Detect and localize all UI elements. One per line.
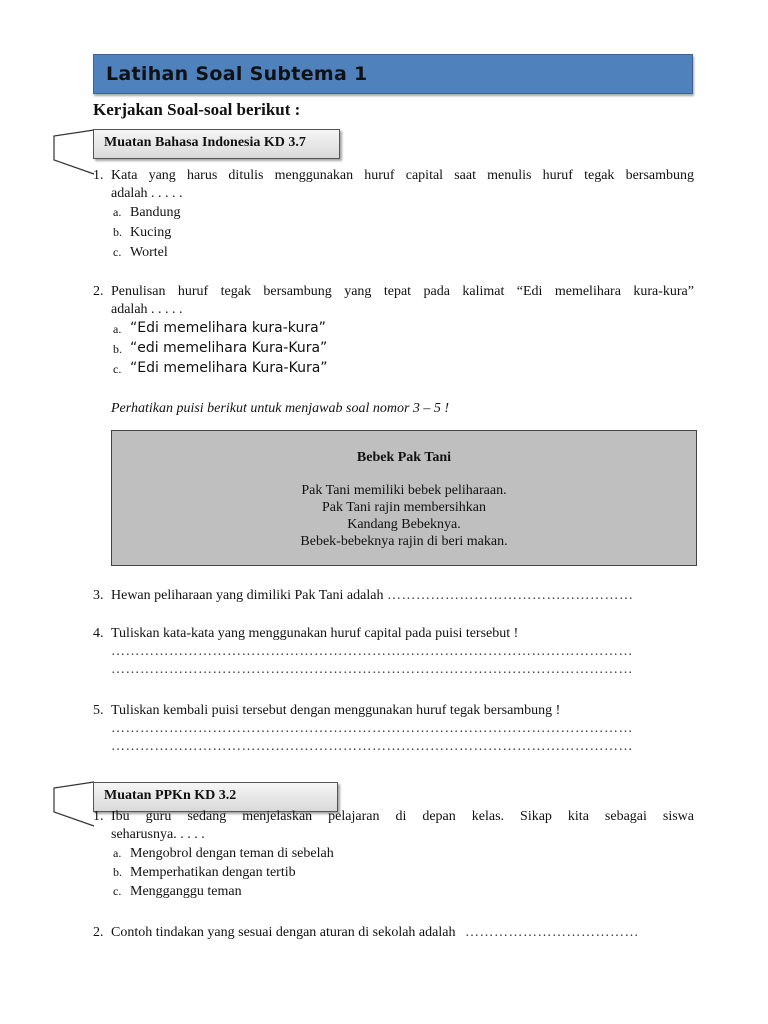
- option-label: a.: [113, 205, 122, 219]
- answer-line[interactable]: ………………………………: [464, 925, 639, 940]
- option-b[interactable]: [113, 340, 443, 360]
- poem-line: Bebek-bebeknya rajin di beri makan.: [300, 534, 508, 549]
- page-title: Latihan Soal Subtema 1: [106, 63, 368, 85]
- question-4: [93, 625, 694, 679]
- question-ppkn-2: [93, 924, 694, 942]
- question-5: [93, 702, 694, 756]
- option-label: b.: [113, 865, 122, 879]
- question-number: 2.: [93, 925, 104, 940]
- question-2: [93, 283, 694, 319]
- question-text: Hewan peliharaan yang dimiliki Pak Tani adalah: [111, 588, 384, 603]
- question-text: Tuliskan kembali puisi tersebut dengan menggunakan huruf tegak bersambung !: [111, 703, 561, 718]
- poem-line: Pak Tani memiliki bebek peliharaan.: [301, 483, 507, 498]
- option-b[interactable]: [113, 865, 443, 884]
- question-number: 4.: [93, 626, 104, 641]
- option-label: c.: [113, 884, 122, 898]
- options-ppkn-q1: [113, 846, 443, 906]
- option-b[interactable]: [113, 225, 413, 245]
- option-text: “Edi memelihara kura-kura”: [130, 320, 326, 336]
- title-banner: [93, 54, 693, 94]
- option-c[interactable]: [113, 360, 443, 380]
- options-q1: [113, 205, 413, 265]
- question-text: Kata yang harus ditulis menggunakan huruf capital saat menulis huruf tegak bersambung: [111, 168, 694, 183]
- section-tab-bahasa-indonesia: [93, 129, 340, 159]
- question-number: 1.: [93, 809, 104, 824]
- poem-lines: [112, 482, 696, 550]
- question-text-cont: adalah . . . . .: [111, 302, 183, 317]
- poem-intro: Perhatikan puisi berikut untuk menjawab soal nomor 3 – 5 !: [111, 401, 450, 416]
- answer-line[interactable]: ………………………………………………………………………………………………: [111, 721, 633, 736]
- answer-line[interactable]: ………………………………………………………………………………………………: [111, 644, 633, 659]
- answer-line[interactable]: ………………………………………………………………………………………………: [111, 739, 633, 754]
- question-text: Contoh tindakan yang sesuai dengan aturan di sekolah adalah: [111, 925, 456, 940]
- question-text-cont: adalah . . . . .: [111, 186, 183, 201]
- question-number: 2.: [93, 284, 104, 299]
- option-text: Mengobrol dengan teman di sebelah: [130, 846, 334, 861]
- section-tab-label: Muatan Bahasa Indonesia KD 3.7: [104, 135, 306, 150]
- option-label: a.: [113, 322, 122, 336]
- option-text: “edi memelihara Kura-Kura”: [130, 340, 328, 356]
- option-label: b.: [113, 342, 122, 356]
- option-a[interactable]: [113, 205, 413, 225]
- poem-line: Kandang Bebeknya.: [347, 517, 461, 532]
- option-c[interactable]: [113, 245, 413, 265]
- instruction-heading: Kerjakan Soal-soal berikut :: [93, 100, 301, 119]
- option-text: “Edi memelihara Kura-Kura”: [130, 360, 328, 376]
- answer-line[interactable]: ………………………………………………………………………………………………: [111, 662, 633, 677]
- option-label: c.: [113, 245, 122, 259]
- question-number: 3.: [93, 588, 104, 603]
- section-tab-label: Muatan PPKn KD 3.2: [104, 788, 237, 803]
- option-text: Kucing: [130, 225, 172, 240]
- poem-box: [111, 430, 697, 566]
- option-text: Memperhatikan dengan tertib: [130, 865, 296, 880]
- question-number: 5.: [93, 703, 104, 718]
- option-label: c.: [113, 362, 122, 376]
- question-1: [93, 167, 694, 203]
- question-ppkn-1: [93, 808, 694, 844]
- option-text: Bandung: [130, 205, 181, 220]
- question-text-cont: seharusnya. . . . .: [111, 827, 205, 842]
- question-text: Tuliskan kata-kata yang menggunakan huruf capital pada puisi tersebut !: [111, 626, 519, 641]
- option-label: a.: [113, 846, 122, 860]
- question-number: 1.: [93, 168, 104, 183]
- answer-line[interactable]: ……………………………………………: [386, 588, 634, 603]
- question-3: [93, 587, 694, 605]
- option-text: Mengganggu teman: [130, 884, 242, 899]
- option-a[interactable]: [113, 320, 443, 340]
- option-text: Wortel: [130, 245, 168, 260]
- options-q2: [113, 320, 443, 380]
- poem-title: Bebek Pak Tani: [356, 450, 452, 465]
- question-text: Penulisan huruf tegak bersambung yang tepat pada kalimat “Edi memelihara kura-kura”: [111, 284, 694, 299]
- option-c[interactable]: [113, 884, 443, 903]
- poem-line: Pak Tani rajin membersihkan: [321, 500, 486, 515]
- option-label: b.: [113, 225, 122, 239]
- question-text: Ibu guru sedang menjelaskan pelajaran di depan kelas. Sikap kita sebagai siswa: [111, 809, 694, 824]
- option-a[interactable]: [113, 846, 443, 865]
